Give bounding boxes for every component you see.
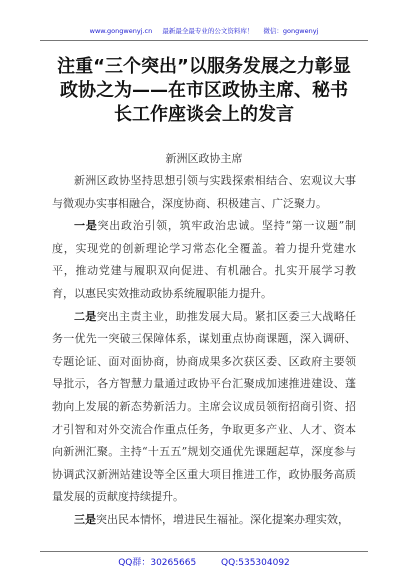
paragraph-text: 突出主责主业，助推发展大局。紧扣区委三大战略任务一优先一突破三保障体系，谋划重点协商课题，深入调研、专题论证、面对面协商，协商成果多次获区委、区政府主要领导批示，各方智慧力量通过政协平台汇聚成加速推进建设、蓬勃向上发展的新态势新活力。主席会议成员领衔招商引资、招才引智和对外交流合作重点任务，争取更多产业、人才、资本向新洲汇聚。主持“十五五”规划交通优先课题起草，深度参与协调武汉新洲站建设等全区重大项目推进工作，政协服务高质量发展的贡献度持续提升。 — [52, 309, 357, 504]
paragraph-point-2 — [52, 306, 356, 509]
footer-qq-group: QQ群：30265665 — [118, 558, 197, 568]
paragraph-lead: 三是 — [74, 512, 96, 526]
paragraph-text: 突出政治引领，筑牢政治忠诚。坚持“第一议题”制度，实现党的创新理论学习常态化全覆盖。着力提升党建水平，推动党建与履职双向促进、有机融合。扎实开展学习教育，以惠民实效推动政协系统履职能力提升。 — [52, 219, 357, 300]
document-author: 新洲区政协主席 — [165, 152, 243, 165]
header-slogan: 最新最全最专业的公文资料库！ — [162, 27, 254, 35]
document-title: 注重“三个突出”以服务发展之力彰显政协之为——在市区政协主席、秘书长工作座谈会上的发言 — [57, 56, 351, 125]
page-header — [0, 26, 408, 35]
header-site: www.gongwenyj.cn — [89, 27, 153, 35]
header-wechat: 微信：gongwenyj — [263, 27, 319, 35]
header-divider — [40, 40, 368, 41]
document-body — [52, 170, 356, 532]
paragraph-intro — [52, 170, 356, 215]
paragraph-text: 新洲区政协坚持思想引领与实践探索相结合、宏观议大事与微观办实事相融合，深度协商、积极建言、广泛聚力。 — [52, 174, 356, 210]
footer-divider — [40, 551, 368, 552]
paragraph-point-3 — [52, 509, 356, 532]
page-footer — [0, 555, 408, 568]
footer-qq-contact: QQ:535304092 — [221, 558, 290, 568]
paragraph-lead: 二是 — [74, 309, 97, 323]
paragraph-text: 突出民本情怀，增进民生福祉。深化提案办理实效， — [96, 512, 349, 526]
paragraph-point-1 — [52, 215, 356, 305]
paragraph-lead: 一是 — [74, 219, 98, 233]
